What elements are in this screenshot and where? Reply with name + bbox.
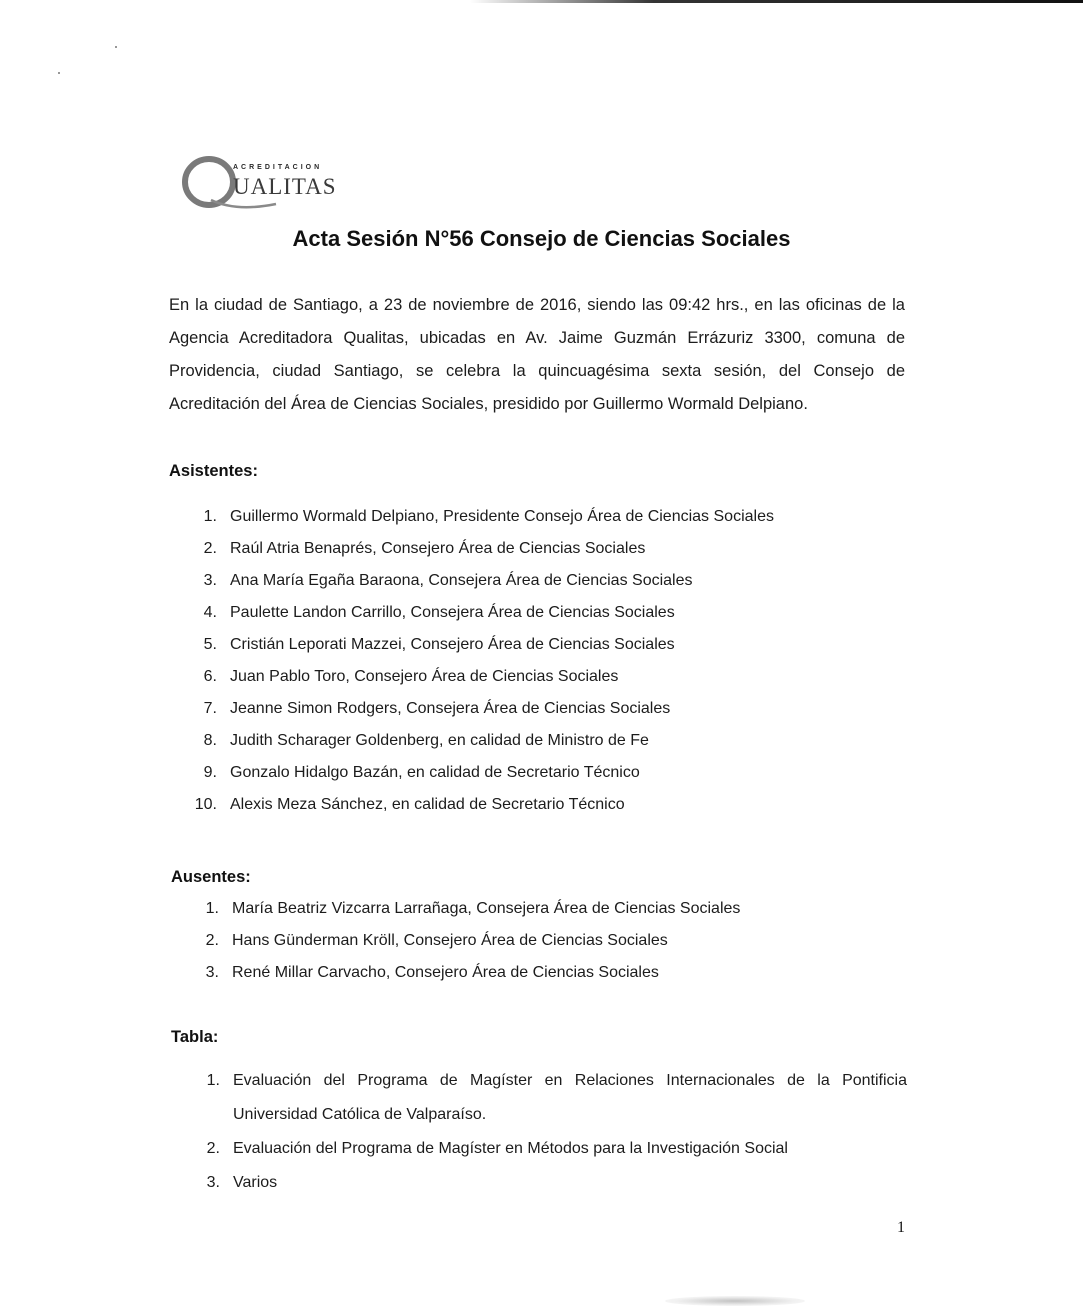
list-item bbox=[203, 597, 774, 629]
list-item-text: Evaluación del Programa de Magíster en Métodos para la Investigación Social bbox=[233, 1140, 788, 1157]
list-item bbox=[203, 725, 774, 757]
list-number: 1. bbox=[203, 508, 217, 525]
scan-speck bbox=[115, 46, 117, 48]
list-item bbox=[206, 1166, 907, 1200]
list-number: 2. bbox=[203, 540, 217, 557]
list-item-text: Alexis Meza Sánchez, en calidad de Secretario Técnico bbox=[230, 796, 625, 813]
list-item bbox=[203, 693, 774, 725]
list-number: 7. bbox=[203, 700, 217, 717]
list-item bbox=[205, 925, 740, 957]
scan-smudge bbox=[665, 1296, 805, 1306]
attendees-list bbox=[194, 501, 774, 821]
attendees-heading: Asistentes: bbox=[169, 462, 258, 480]
list-item-text: Gonzalo Hidalgo Bazán, en calidad de Secretario Técnico bbox=[230, 764, 640, 781]
intro-paragraph: En la ciudad de Santiago, a 23 de noviembre de 2016, siendo las 09:42 hrs., en las oficinas de la Agencia Acreditadora Qualitas, ubicadas en Av. Jaime Guzmán Errázuriz 3300, comuna de Providencia, ciudad Santiago, se celebra la quincuagésima sexta sesión, del Consejo de Acreditación del Área de Ciencias Sociales, presidido por Guillermo Wormald Delpiano. bbox=[169, 296, 905, 413]
list-item bbox=[203, 629, 774, 661]
list-item-text: Varios bbox=[233, 1174, 278, 1191]
agenda-list bbox=[206, 1064, 907, 1200]
list-number: 1. bbox=[206, 1072, 220, 1089]
list-number: 6. bbox=[203, 668, 217, 685]
list-item bbox=[206, 1132, 907, 1166]
list-item bbox=[203, 661, 774, 693]
list-item-text: Jeanne Simon Rodgers, Consejera Área de Ciencias Sociales bbox=[230, 700, 671, 717]
page-number: 1 bbox=[897, 1219, 905, 1236]
list-item bbox=[206, 1064, 907, 1132]
document-title: Acta Sesión N°56 Consejo de Ciencias Sociales bbox=[292, 226, 791, 251]
list-item-text: Juan Pablo Toro, Consejero Área de Ciencias Sociales bbox=[230, 668, 619, 685]
list-item bbox=[194, 789, 774, 821]
list-item-text: María Beatriz Vizcarra Larrañaga, Consejera Área de Ciencias Sociales bbox=[232, 900, 741, 917]
list-number: 9. bbox=[203, 764, 217, 781]
list-number: 3. bbox=[206, 1174, 220, 1191]
list-number: 3. bbox=[205, 964, 219, 981]
list-item bbox=[205, 957, 740, 989]
list-item-text: Cristián Leporati Mazzei, Consejero Área de Ciencias Sociales bbox=[230, 636, 675, 653]
absentees-list bbox=[205, 893, 741, 989]
scan-speck bbox=[58, 72, 60, 74]
list-item-text: Guillermo Wormald Delpiano, Presidente Consejo Área de Ciencias Sociales bbox=[230, 508, 774, 525]
list-item-text: Ana María Egaña Baraona, Consejera Área de Ciencias Sociales bbox=[230, 572, 693, 589]
list-item-text: René Millar Carvacho, Consejero Área de Ciencias Sociales bbox=[232, 964, 659, 981]
list-number: 2. bbox=[205, 932, 219, 949]
list-item bbox=[203, 565, 774, 597]
list-number: 3. bbox=[203, 572, 217, 589]
qualitas-logo bbox=[181, 150, 351, 220]
list-item bbox=[203, 757, 774, 789]
list-number: 2. bbox=[206, 1140, 220, 1157]
list-item bbox=[203, 533, 774, 565]
logo-tagline: ACREDITACION bbox=[233, 164, 323, 171]
scan-top-edge bbox=[470, 0, 1083, 3]
agenda-heading: Tabla: bbox=[171, 1028, 219, 1046]
list-number: 10. bbox=[194, 796, 217, 813]
list-number: 5. bbox=[203, 636, 217, 653]
list-item-text: Judith Scharager Goldenberg, en calidad de Ministro de Fe bbox=[230, 732, 649, 749]
list-number: 8. bbox=[203, 732, 217, 749]
list-item bbox=[203, 501, 774, 533]
list-number: 1. bbox=[205, 900, 219, 917]
list-item bbox=[205, 893, 741, 925]
list-number: 4. bbox=[203, 604, 217, 621]
list-item-text: Raúl Atria Benaprés, Consejero Área de Ciencias Sociales bbox=[230, 540, 646, 557]
list-item-text: Evaluación del Programa de Magíster en Relaciones Internacionales de la Pontificia Universidad Católica de Valparaíso. bbox=[233, 1072, 907, 1123]
absentees-heading: Ausentes: bbox=[171, 868, 251, 886]
logo-name: UALITAS bbox=[233, 174, 337, 199]
list-item-text: Paulette Landon Carrillo, Consejera Área de Ciencias Sociales bbox=[230, 604, 675, 621]
list-item-text: Hans Günderman Kröll, Consejero Área de Ciencias Sociales bbox=[232, 932, 668, 949]
